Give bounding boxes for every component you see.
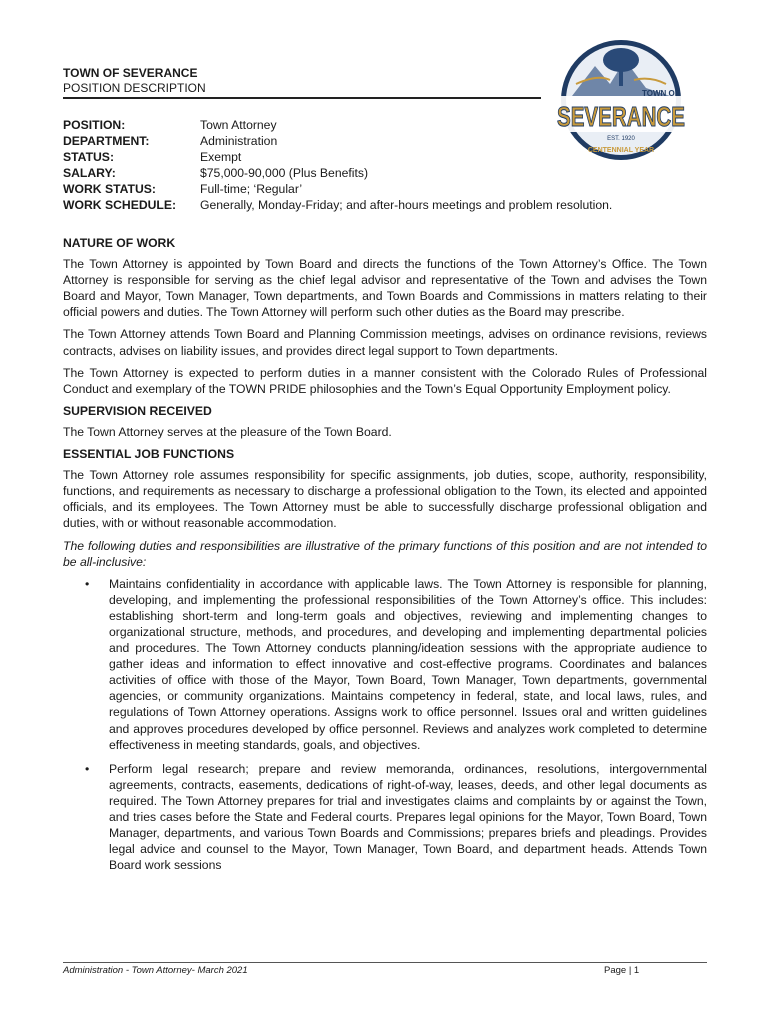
info-label: POSITION:: [63, 118, 126, 132]
logo-centennial: CENTENNIAL YEAR: [587, 147, 655, 154]
info-value: Generally, Monday-Friday; and after-hours meetings and problem resolution.: [200, 198, 613, 212]
tree-icon: [603, 48, 639, 72]
info-row-position: [63, 117, 612, 133]
info-label: WORK STATUS:: [63, 182, 156, 196]
logo-town-name: SEVERANCE: [557, 101, 685, 132]
body-paragraph: The Town Attorney serves at the pleasure of the Town Board.: [63, 424, 392, 439]
info-row-work-status: [63, 181, 612, 197]
section-heading-nature-of-work: NATURE OF WORK: [63, 236, 176, 250]
italic-note: The following duties and responsibilities are illustrative of the primary functions of this position and are not intended to be all-inclusive:: [63, 538, 707, 569]
organization-name: TOWN OF SEVERANCE: [63, 66, 198, 80]
footer-document-label: Administration - Town Attorney- March 2021: [63, 965, 248, 976]
logo-established: EST. 1920: [607, 136, 635, 142]
list-item: [63, 576, 707, 753]
bullet-icon: •: [85, 576, 90, 591]
list-item-text: Perform legal research; prepare and review memoranda, ordinances, resolutions, intergovernmental agreements, contracts, easements, dedications of right-of-way, leases, deeds, and other legal documents as required. The Town Attorney prepares for trial and investigates claims and complaints by or against the Town, and tries cases before the State and Federal courts. Prepares legal opinions for the Mayor, Town Board, Town Manager, departments, and various Town Boards and Commissions; prepares briefs and pleadings. Provides legal advice and counsel to the Mayor, Town Manager, Town Board, and department heads. Attends Town Board work sessions: [109, 761, 707, 873]
info-row-department: [63, 133, 612, 149]
document-body: [63, 235, 707, 881]
body-paragraph: The Town Attorney role assumes responsibility for specific assignments, job duties, scope, authority, responsibility, functions, and requirements as necessary to discharge a professional obligation to the Town, its elected and appointed officials, and its employees. The Town Attorney must be able to successfully discharge professional obligation and duties, with or without reasonable accommodation.: [63, 468, 707, 531]
body-paragraph: The Town Attorney attends Town Board and Planning Commission meetings, advises on ordinance revisions, reviews contracts, advises on liability issues, and provides direct legal support to Town departments.: [63, 327, 707, 358]
footer-divider: [63, 962, 707, 963]
info-value: Town Attorney: [200, 118, 277, 132]
section-heading-supervision: SUPERVISION RECEIVED: [63, 403, 212, 418]
page-number: Page | 1: [604, 965, 640, 976]
document-type: POSITION DESCRIPTION: [63, 81, 206, 95]
info-label: STATUS:: [63, 150, 114, 164]
list-item: [63, 761, 707, 874]
info-row-salary: [63, 165, 612, 181]
list-item-text: Maintains confidentiality in accordance with applicable laws. The Town Attorney is responsible for planning, developing, and implementing the professional responsibilities of the Town Attorney’s office. This includes: establishing short-term and long-term goals and objectives, reviewing and implementing changes to organizational structure, methods, and procedures, and developing and implementing departmental policies and procedures. The Town Attorney conducts planning/ideation sessions with the appropriate audience to gather ideas and information to effect innovative and cost-effective programs. Coordinates and balances activities of office with those of the Mayor, Town Board, Town Manager, Town departments, governmental agencies, or community organizations. Maintains competency in federal, state, and local laws, rules, and regulations of Town Attorney operations. Assigns work to office personnel. Issues oral and written guidelines and approves procedures developed by office personnel. Reviews and analyzes work completed to determine effectiveness in meeting standards, goals, and objectives.: [109, 576, 707, 752]
body-paragraph: The Town Attorney is expected to perform duties in a manner consistent with the Colorado Rules of Professional Conduct and exemplary of the TOWN PRIDE philosophies and the Town’s Equal Opportunity Employment policy.: [63, 365, 707, 396]
info-label: SALARY:: [63, 166, 116, 180]
info-value: Administration: [200, 134, 278, 148]
info-label: WORK SCHEDULE:: [63, 198, 177, 212]
document-header: [63, 66, 543, 96]
info-value: Full-time; ‘Regular’: [200, 182, 303, 196]
info-value: Exempt: [200, 150, 242, 164]
duties-list: [63, 576, 707, 874]
info-row-work-schedule: [63, 197, 612, 213]
position-info: [63, 117, 612, 213]
bullet-icon: •: [85, 761, 90, 776]
info-row-status: [63, 149, 612, 165]
logo-top-text: TOWN OF: [642, 89, 680, 98]
body-paragraph: The Town Attorney is appointed by Town Board and directs the functions of the Town Attorney’s Office. The Town Attorney is responsible for serving as the chief legal advisor and representative of the Town and advises the Town Board and Mayor, Town Manager, Town departments, and Town Boards and Commissions in matters relating to their official powers and duties. The Town Attorney will perform such other duties as the Board may prescribe.: [63, 257, 707, 320]
info-label: DEPARTMENT:: [63, 134, 150, 148]
section-heading-essential-functions: ESSENTIAL JOB FUNCTIONS: [63, 447, 235, 462]
header-divider: [63, 97, 541, 99]
info-value: $75,000-90,000 (Plus Benefits): [200, 166, 369, 180]
